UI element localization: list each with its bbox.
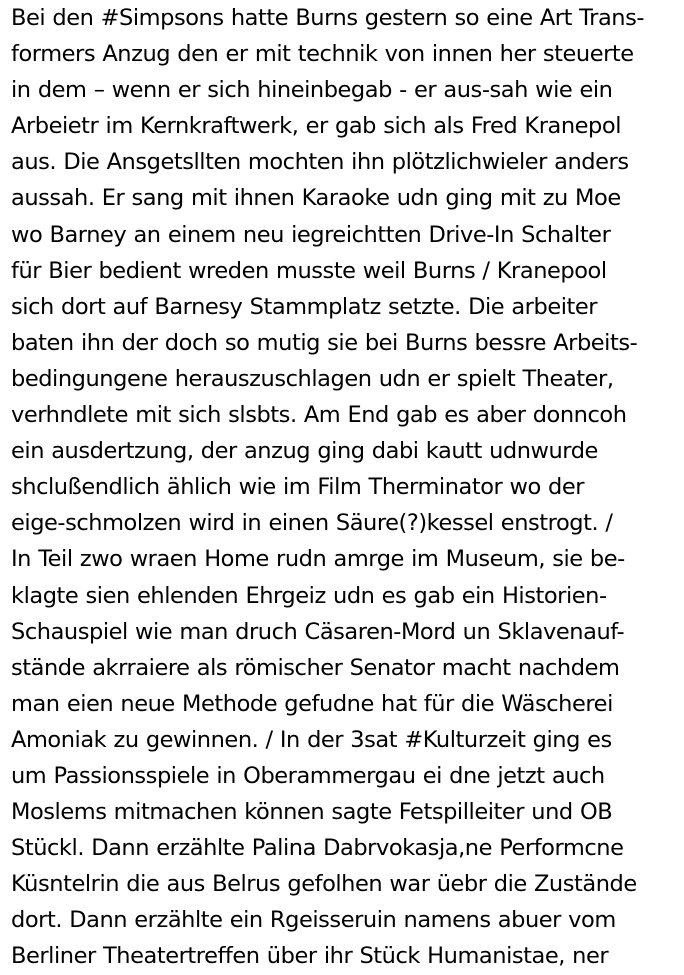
text-line: Moslems mitmachen können sagte Fetspilleiter und OB [11, 799, 613, 826]
text-line: stände akrraiere als römischer Senator macht nachdem [11, 654, 620, 681]
text-line: Bei den #Simpsons hatte Burns gestern so eine Art Trans- [11, 5, 645, 31]
text-line: ein ausdertzung, der anzug ging dabi kautt udnwurde [11, 438, 598, 465]
text-line: in dem – wenn er sich hineinbegab - er aus-sah wie ein [11, 77, 613, 104]
text-line: aus. Die Ansgetsllten mochten ihn plötzlichwieler anders [11, 149, 629, 176]
text-line: Arbeietr im Kernkraftwerk, er gab sich als Fred Kranepol [11, 113, 621, 140]
text-line: Berliner Theatertreffen über ihr Stück Humanistae, ner [11, 943, 609, 970]
text-line: Schauspiel wie man druch Cäsaren-Mord un Sklavenauf- [11, 618, 625, 645]
text-line: bedingungene herauszuschlagen udn er spielt Theater, [11, 365, 614, 392]
text-line: Küsntelrin die aus Belrus gefolhen war üebr die Zustände [11, 871, 637, 898]
text-line: formers Anzug den er mit technik von innen her steuerte [11, 41, 634, 68]
text-line: man eien neue Methode gefudne hat für die Wäscherei [11, 690, 613, 717]
body-text [11, 0, 681, 975]
text-line: verhndlete mit sich slsbts. Am End gab es aber donncoh [11, 402, 627, 429]
text-line: sich dort auf Barnesy Stammplatz setzte. Die arbeiter [11, 293, 598, 320]
text-line: baten ihn der doch so mutig sie bei Burns bessre Arbeits- [11, 329, 638, 356]
text-line: eige-schmolzen wird in einen Säure(?)kessel enstrogt. / [11, 510, 613, 537]
text-line: In Teil zwo wraen Home rudn amrge im Museum, sie be- [11, 546, 625, 573]
text-line: dort. Dann erzählte ein Rgeisseruin namens abuer vom [11, 907, 616, 934]
text-line: für Bier bedient wreden musste weil Burns / Kranepool [11, 257, 607, 284]
text-line: aussah. Er sang mit ihnen Karaoke udn ging mit zu Moe [11, 185, 621, 212]
text-line: wo Barney an einem neu iegreichtten Drive-In Schalter [11, 221, 611, 248]
text-line: Amoniak zu gewinnen. / In der 3sat #Kulturzeit ging es [11, 726, 612, 753]
text-line: shclußendlich ählich wie im Film Therminator wo der [11, 474, 585, 501]
text-line: klagte sien ehlenden Ehrgeiz udn es gab ein Historien- [11, 582, 607, 609]
text-line: um Passionsspiele in Oberammergau ei dne jetzt auch [11, 762, 605, 789]
text-line: Stückl. Dann erzählte Palina Dabrvokasja,ne Performcne [11, 835, 624, 862]
